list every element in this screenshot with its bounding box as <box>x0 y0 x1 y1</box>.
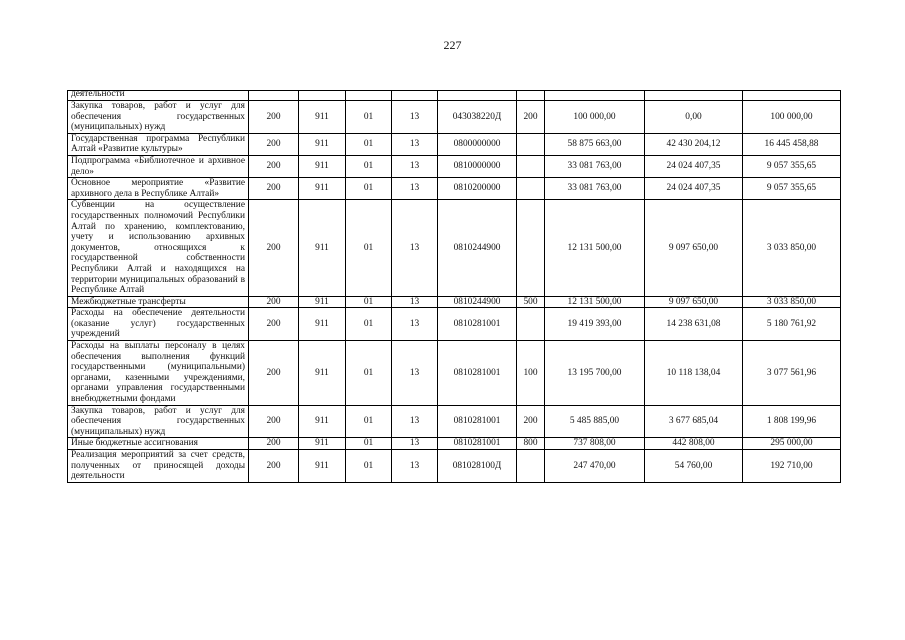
table-row <box>68 91 841 101</box>
code-cell: 200 <box>249 178 299 200</box>
amount-cell <box>743 91 841 101</box>
amount-cell: 295 000,00 <box>743 438 841 450</box>
code-cell: 911 <box>299 341 346 406</box>
code-cell: 13 <box>392 450 438 483</box>
code-cell: 0800000000 <box>438 133 517 155</box>
amount-cell <box>545 91 645 101</box>
amount-cell: 100 000,00 <box>545 101 645 134</box>
code-cell: 911 <box>299 101 346 134</box>
code-cell: 911 <box>299 155 346 177</box>
table-row <box>68 450 841 483</box>
code-cell: 0810281001 <box>438 405 517 438</box>
amount-cell: 13 195 700,00 <box>545 341 645 406</box>
amount-cell: 192 710,00 <box>743 450 841 483</box>
row-name-cell: Закупка товаров, работ и услуг для обеспечения государственных (муниципальных) нужд <box>68 405 249 438</box>
code-cell: 200 <box>249 405 299 438</box>
code-cell <box>249 91 299 101</box>
code-cell <box>517 200 545 296</box>
code-cell: 200 <box>249 133 299 155</box>
code-cell: 911 <box>299 178 346 200</box>
code-cell: 911 <box>299 133 346 155</box>
code-cell: 0810244900 <box>438 296 517 308</box>
amount-cell: 9 097 650,00 <box>645 296 743 308</box>
table-row <box>68 155 841 177</box>
code-cell: 200 <box>249 341 299 406</box>
amount-cell: 442 808,00 <box>645 438 743 450</box>
amount-cell: 100 000,00 <box>743 101 841 134</box>
amount-cell: 247 470,00 <box>545 450 645 483</box>
code-cell: 01 <box>346 155 392 177</box>
amount-cell: 3 677 685,04 <box>645 405 743 438</box>
code-cell: 200 <box>517 405 545 438</box>
row-name-cell: Подпрограмма «Библиотечное и архивное дело» <box>68 155 249 177</box>
code-cell: 911 <box>299 296 346 308</box>
code-cell <box>438 91 517 101</box>
code-cell: 01 <box>346 133 392 155</box>
amount-cell: 33 081 763,00 <box>545 155 645 177</box>
code-cell: 01 <box>346 296 392 308</box>
code-cell <box>517 91 545 101</box>
amount-cell: 12 131 500,00 <box>545 200 645 296</box>
code-cell: 01 <box>346 438 392 450</box>
row-name-cell: Иные бюджетные ассигнования <box>68 438 249 450</box>
code-cell <box>517 133 545 155</box>
amount-cell: 9 057 355,65 <box>743 155 841 177</box>
code-cell: 200 <box>517 101 545 134</box>
code-cell: 13 <box>392 296 438 308</box>
row-name-cell: Государственная программа Республики Алтай «Развитие культуры» <box>68 133 249 155</box>
code-cell: 0810244900 <box>438 200 517 296</box>
code-cell: 01 <box>346 178 392 200</box>
table-row <box>68 200 841 296</box>
amount-cell <box>645 91 743 101</box>
amount-cell: 3 077 561,96 <box>743 341 841 406</box>
table-row <box>68 405 841 438</box>
row-name-cell: Межбюджетные трансферты <box>68 296 249 308</box>
code-cell: 13 <box>392 178 438 200</box>
code-cell: 911 <box>299 308 346 341</box>
code-cell: 13 <box>392 341 438 406</box>
code-cell: 01 <box>346 450 392 483</box>
row-name-cell: Основное мероприятие «Развитие архивного дела в Республике Алтай» <box>68 178 249 200</box>
code-cell: 081028100Д <box>438 450 517 483</box>
row-name-cell: деятельности <box>68 91 249 101</box>
code-cell: 043038220Д <box>438 101 517 134</box>
table-row <box>68 308 841 341</box>
row-name-cell: Закупка товаров, работ и услуг для обеспечения государственных (муниципальных) нужд <box>68 101 249 134</box>
code-cell: 200 <box>249 450 299 483</box>
row-name-cell: Расходы на выплаты персоналу в целях обеспечения выполнения функций государственными (муниципальными) органами, казенными учреждениями, органами управления государственными внебюджетными фондами <box>68 341 249 406</box>
code-cell: 01 <box>346 405 392 438</box>
code-cell: 911 <box>299 438 346 450</box>
code-cell: 0810200000 <box>438 178 517 200</box>
code-cell <box>517 178 545 200</box>
code-cell: 200 <box>249 155 299 177</box>
amount-cell: 33 081 763,00 <box>545 178 645 200</box>
amount-cell: 19 419 393,00 <box>545 308 645 341</box>
code-cell: 100 <box>517 341 545 406</box>
amount-cell: 42 430 204,12 <box>645 133 743 155</box>
amount-cell: 24 024 407,35 <box>645 155 743 177</box>
code-cell: 13 <box>392 155 438 177</box>
code-cell <box>346 91 392 101</box>
amount-cell: 12 131 500,00 <box>545 296 645 308</box>
code-cell: 13 <box>392 133 438 155</box>
code-cell: 500 <box>517 296 545 308</box>
amount-cell: 1 808 199,96 <box>743 405 841 438</box>
code-cell: 0810281001 <box>438 341 517 406</box>
code-cell: 200 <box>249 200 299 296</box>
amount-cell: 54 760,00 <box>645 450 743 483</box>
code-cell: 01 <box>346 101 392 134</box>
amount-cell: 3 033 850,00 <box>743 296 841 308</box>
code-cell <box>517 155 545 177</box>
code-cell: 13 <box>392 438 438 450</box>
amount-cell: 737 808,00 <box>545 438 645 450</box>
code-cell: 13 <box>392 200 438 296</box>
row-name-cell: Расходы на обеспечение деятельности (оказание услуг) государственных учреждений <box>68 308 249 341</box>
code-cell: 911 <box>299 450 346 483</box>
amount-cell: 3 033 850,00 <box>743 200 841 296</box>
code-cell: 911 <box>299 405 346 438</box>
code-cell: 01 <box>346 341 392 406</box>
amount-cell: 5 180 761,92 <box>743 308 841 341</box>
table-row <box>68 178 841 200</box>
code-cell <box>517 308 545 341</box>
code-cell: 911 <box>299 200 346 296</box>
code-cell: 0810281001 <box>438 438 517 450</box>
amount-cell: 16 445 458,88 <box>743 133 841 155</box>
code-cell <box>392 91 438 101</box>
page-number: 227 <box>443 38 462 52</box>
table-row <box>68 296 841 308</box>
table-row <box>68 101 841 134</box>
code-cell: 200 <box>249 296 299 308</box>
amount-cell: 9 057 355,65 <box>743 178 841 200</box>
code-cell: 0810281001 <box>438 308 517 341</box>
amount-cell: 58 875 663,00 <box>545 133 645 155</box>
code-cell: 13 <box>392 101 438 134</box>
code-cell: 01 <box>346 308 392 341</box>
amount-cell: 14 238 631,08 <box>645 308 743 341</box>
amount-cell: 0,00 <box>645 101 743 134</box>
row-name-cell: Реализация мероприятий за счет средств, полученных от приносящей доходы деятельности <box>68 450 249 483</box>
code-cell: 0810000000 <box>438 155 517 177</box>
amount-cell: 5 485 885,00 <box>545 405 645 438</box>
code-cell: 13 <box>392 308 438 341</box>
row-name-cell: Субвенции на осуществление государственных полномочий Республики Алтай по хранению, комплектованию, учету и использованию архивных документов, относящихся к государственной собственности Республики Алтай и находящихся на территории муниципальных образований в Республике Алтай <box>68 200 249 296</box>
code-cell: 13 <box>392 405 438 438</box>
amount-cell: 10 118 138,04 <box>645 341 743 406</box>
code-cell: 200 <box>249 308 299 341</box>
code-cell: 01 <box>346 200 392 296</box>
table-row <box>68 133 841 155</box>
amount-cell: 24 024 407,35 <box>645 178 743 200</box>
table-row <box>68 438 841 450</box>
code-cell: 200 <box>249 438 299 450</box>
budget-table <box>67 90 841 483</box>
amount-cell: 9 097 650,00 <box>645 200 743 296</box>
table-row <box>68 341 841 406</box>
code-cell: 200 <box>249 101 299 134</box>
code-cell <box>299 91 346 101</box>
code-cell: 800 <box>517 438 545 450</box>
code-cell <box>517 450 545 483</box>
